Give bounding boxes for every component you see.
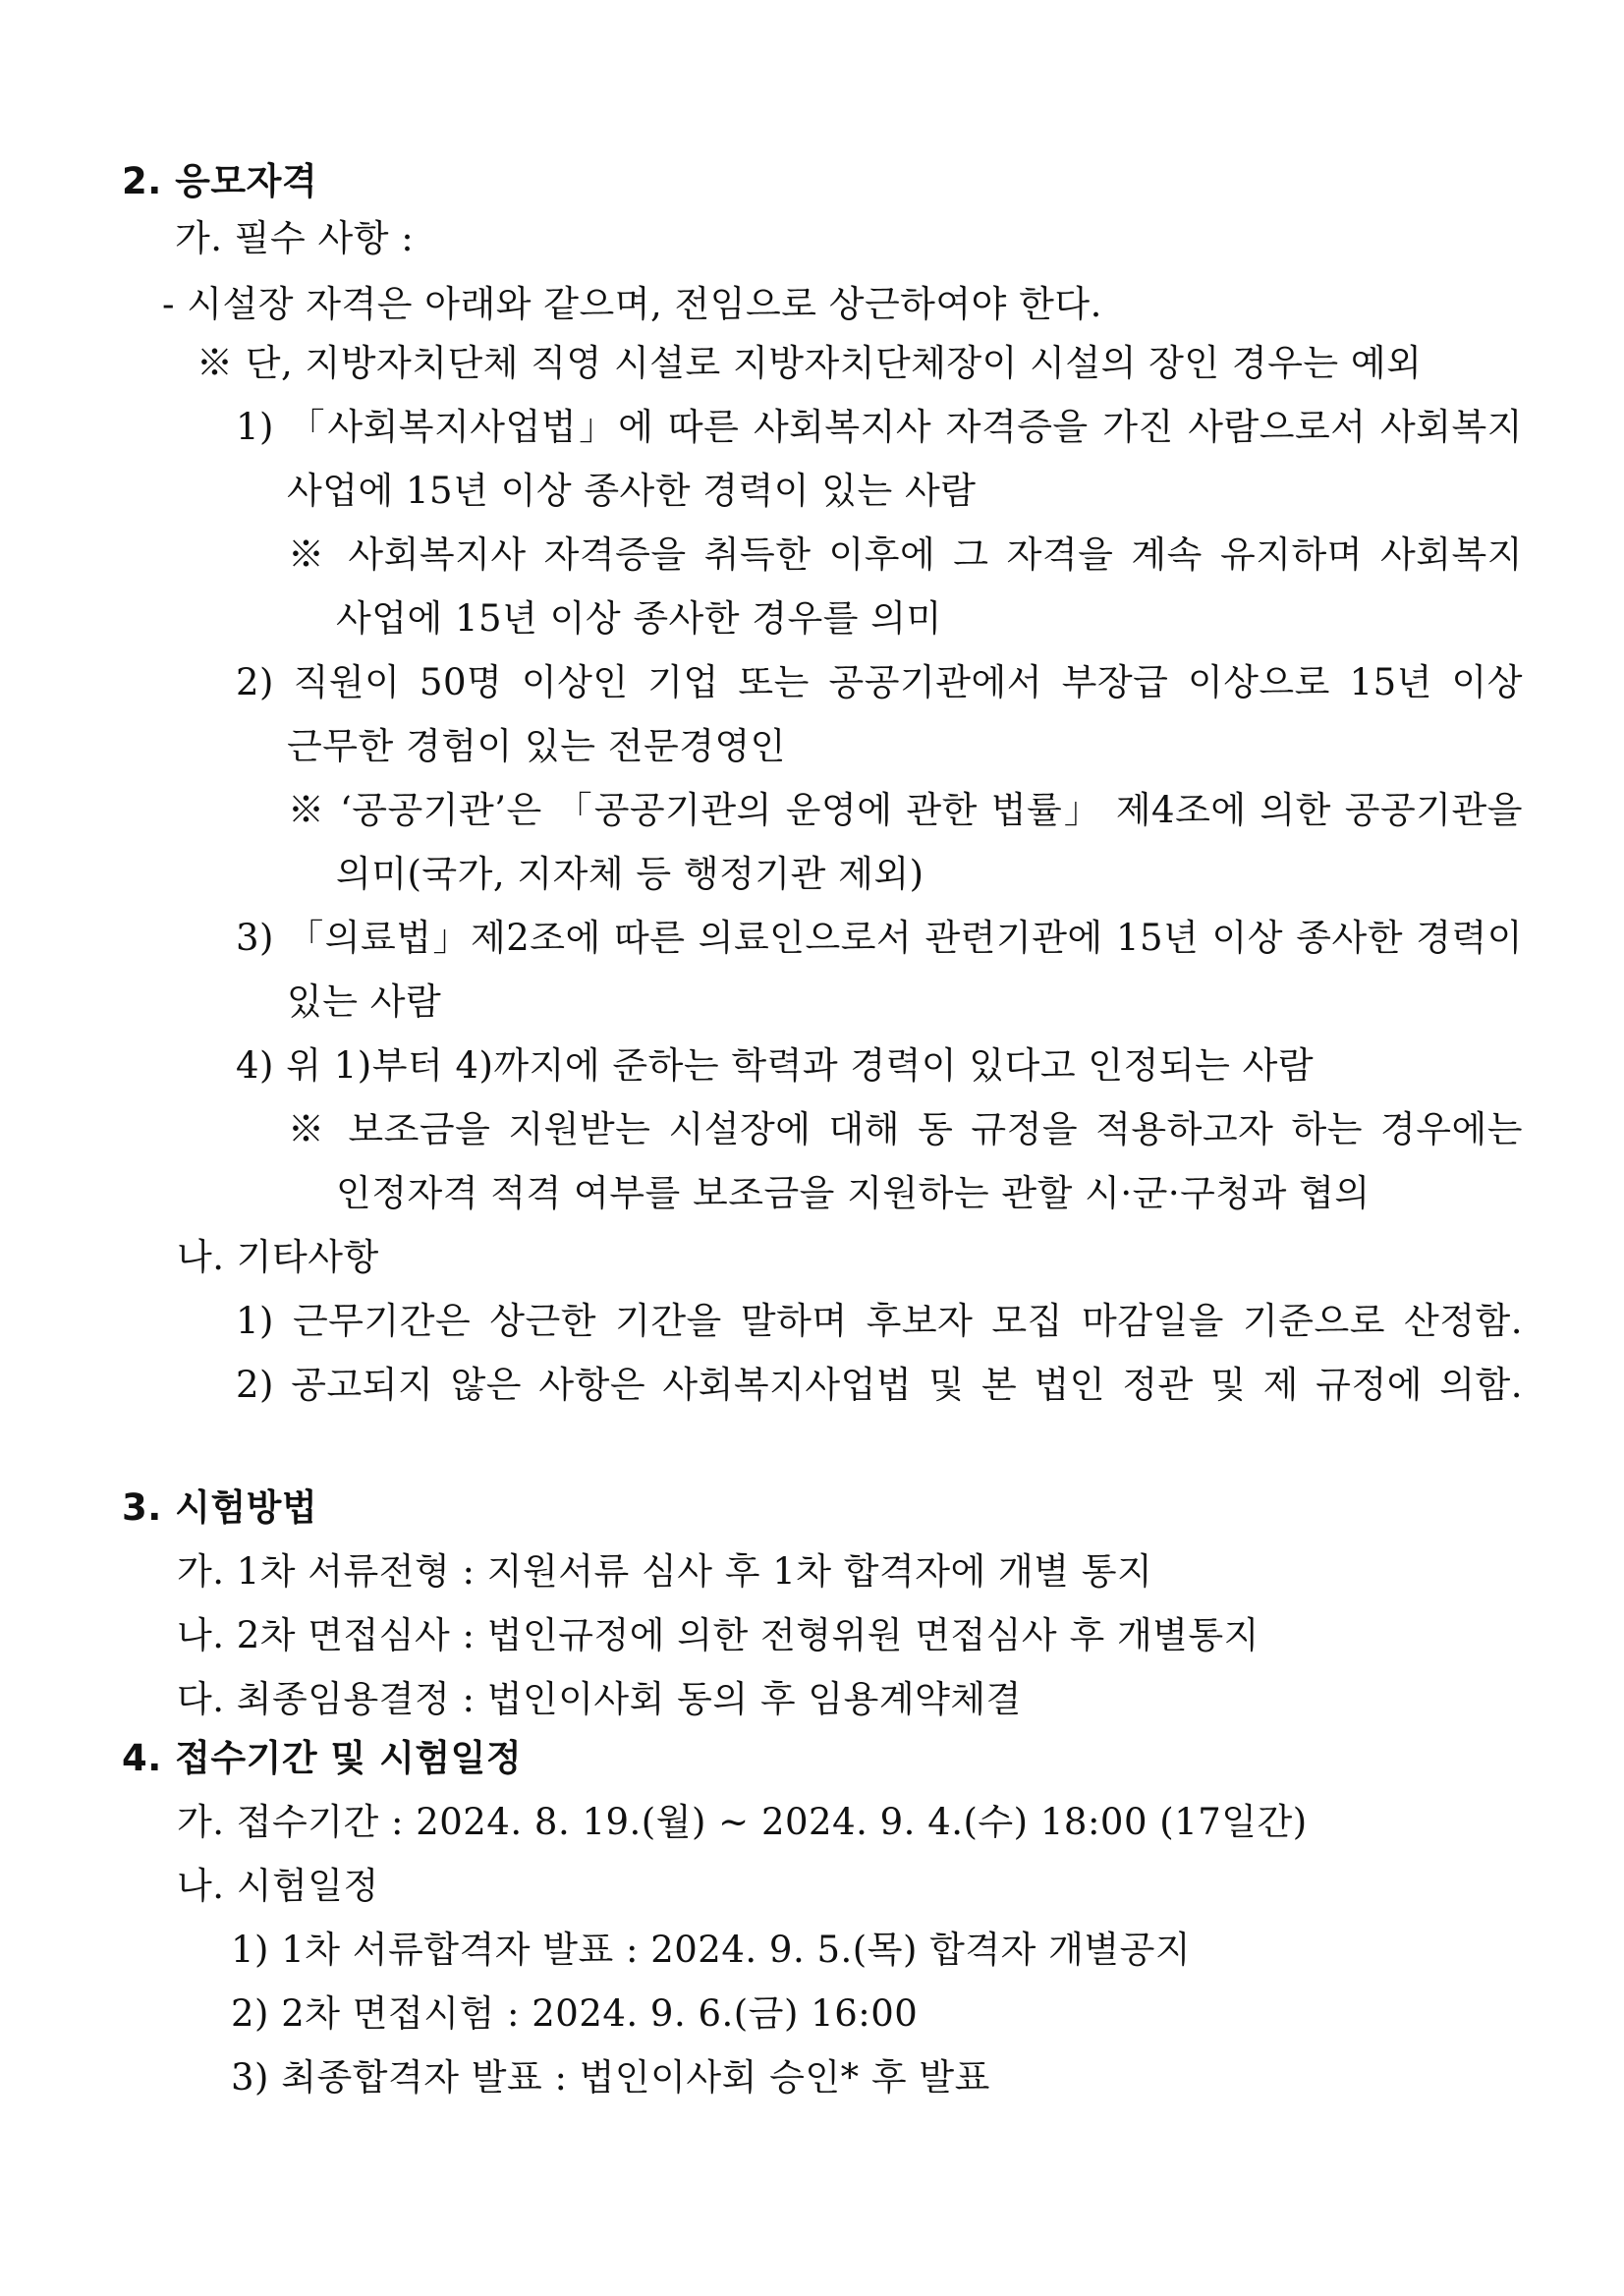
section-4-b-label: 나. 시험일정 bbox=[177, 1865, 379, 1907]
section-2-b-item-2: 2) 공고되지 않은 사항은 사회복지사업법 및 본 법인 정관 및 제 규정에 의함. bbox=[236, 1364, 1523, 1406]
section-2-b-label: 나. 기타사항 bbox=[177, 1236, 379, 1278]
section-4-b-item-1: 1) 1차 서류합격자 발표 : 2024. 9. 5.(목) 합격자 개별공지 bbox=[231, 1929, 1192, 1971]
item-4-line-1: 4) 위 1)부터 4)까지에 준하는 학력과 경력이 있다고 인정되는 사람 bbox=[236, 1044, 1315, 1087]
item-1-note-line-1: ※ 사회복지사 자격증을 취득한 이후에 그 자격을 계속 유지하며 사회복지 bbox=[288, 533, 1523, 576]
section-2-heading: 2. 응모자격 bbox=[122, 160, 318, 202]
item-1-line-2: 사업에 15년 이상 종사한 경력이 있는 사람 bbox=[287, 470, 977, 512]
section-4-heading: 4. 접수기간 및 시험일정 bbox=[122, 1737, 523, 1779]
section-3-item-c: 다. 최종임용결정 : 법인이사회 동의 후 임용계약체결 bbox=[177, 1678, 1022, 1720]
item-1-note-line-2: 사업에 15년 이상 종사한 경우를 의미 bbox=[336, 597, 942, 640]
section-2-a-label: 가. 필수 사항 : bbox=[175, 217, 415, 259]
item-1-line-1: 1) 「사회복지사업법」에 따른 사회복지사 자격증을 가진 사람으로서 사회복지 bbox=[236, 406, 1523, 448]
section-4-item-a: 가. 접수기간 : 2024. 8. 19.(월) ~ 2024. 9. 4.(수) 18:00 (17일간) bbox=[177, 1801, 1308, 1843]
section-2-dash-item: - 시설장 자격은 아래와 같으며, 전임으로 상근하여야 한다. bbox=[162, 283, 1102, 325]
section-3-item-a: 가. 1차 서류전형 : 지원서류 심사 후 1차 합격자에 개별 통지 bbox=[177, 1550, 1153, 1593]
item-2-note-line-1: ※ ‘공공기관’은 「공공기관의 운영에 관한 법률」 제4조에 의한 공공기관을 bbox=[288, 789, 1523, 831]
item-4-note-line-2: 인정자격 적격 여부를 보조금을 지원하는 관할 시·군·구청과 협의 bbox=[336, 1172, 1371, 1214]
section-3-item-b: 나. 2차 면접심사 : 법인규정에 의한 전형위원 면접심사 후 개별통지 bbox=[177, 1614, 1260, 1656]
item-2-line-2: 근무한 경험이 있는 전문경영인 bbox=[287, 725, 786, 767]
section-4-b-item-3: 3) 최종합격자 발표 : 법인이사회 승인* 후 발표 bbox=[231, 2056, 990, 2099]
item-3-line-1: 3) 「의료법」제2조에 따른 의료인으로서 관련기관에 15년 이상 종사한 경력이 bbox=[236, 917, 1523, 959]
item-2-note-line-2: 의미(국가, 지자체 등 행정기관 제외) bbox=[336, 853, 924, 895]
item-4-note-line-1: ※ 보조금을 지원받는 시설장에 대해 동 규정을 적용하고자 하는 경우에는 bbox=[288, 1108, 1523, 1150]
section-3-heading: 3. 시험방법 bbox=[122, 1486, 318, 1529]
item-2-line-1: 2) 직원이 50명 이상인 기업 또는 공공기관에서 부장급 이상으로 15년 이상 bbox=[236, 661, 1523, 703]
item-3-line-2: 있는 사람 bbox=[287, 980, 442, 1023]
section-4-b-item-2: 2) 2차 면접시험 : 2024. 9. 6.(금) 16:00 bbox=[231, 1992, 919, 2035]
section-2-b-item-1: 1) 근무기간은 상근한 기간을 말하며 후보자 모집 마감일을 기준으로 산정함. bbox=[236, 1300, 1523, 1342]
section-2-note-exception: ※ 단, 지방자치단체 직영 시설로 지방자치단체장이 시설의 장인 경우는 예외 bbox=[196, 342, 1423, 384]
